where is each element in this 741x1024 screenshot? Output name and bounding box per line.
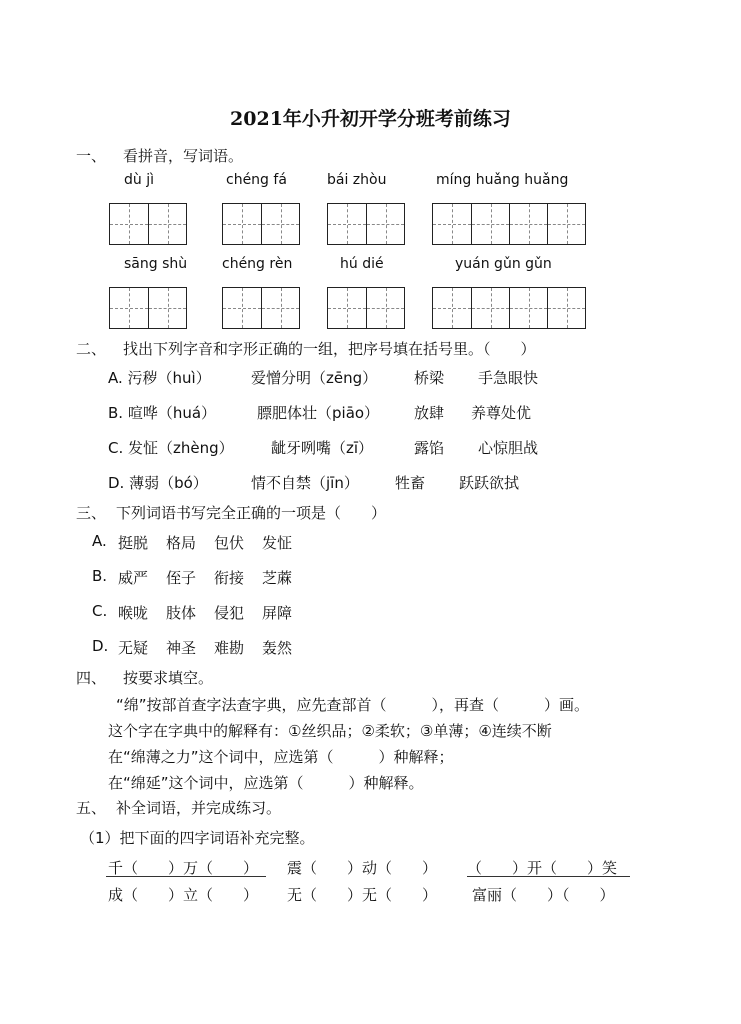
option-d-item1: D. 薄弱（bó） xyxy=(108,474,208,492)
choice-word: 威严 xyxy=(118,569,149,587)
option-c-item3: 露馅 xyxy=(414,439,445,457)
idiom-blank: 成（ ）立（ ） xyxy=(108,886,259,904)
choice-word: 神圣 xyxy=(166,639,197,657)
choice-letter: D. xyxy=(92,637,109,655)
section-1-instruction: 看拼音，写词语。 xyxy=(123,147,244,165)
option-b-item3: 放肆 xyxy=(414,404,445,422)
idiom-blank: 震（ ）动（ ） xyxy=(287,859,438,877)
choice-word: 喉咙 xyxy=(118,604,149,622)
writing-grid[interactable] xyxy=(432,203,586,245)
pinyin-label: dù jì xyxy=(124,172,154,188)
choice-word: 侄子 xyxy=(166,569,197,587)
underline xyxy=(106,876,266,877)
section-4-instruction: 按要求填空。 xyxy=(123,669,214,687)
section-4-number: 四、 xyxy=(76,669,107,687)
fill-line: 在“绵薄之力”这个词中，应选第（ ）种解释； xyxy=(108,748,454,766)
pinyin-label: yuán gǔn gǔn xyxy=(455,256,552,272)
writing-grid[interactable] xyxy=(327,203,405,245)
subquestion-label: （1）把下面的四字词语补充完整。 xyxy=(80,829,315,847)
choice-letter: C. xyxy=(92,602,108,620)
choice-word: 衔接 xyxy=(214,569,245,587)
writing-grid[interactable] xyxy=(327,287,405,329)
writing-grid[interactable] xyxy=(109,287,187,329)
writing-grid[interactable] xyxy=(222,287,300,329)
option-a-item2: 爱憎分明（zēng） xyxy=(251,369,378,387)
choice-word: 肢体 xyxy=(166,604,197,622)
option-c-item2: 龇牙咧嘴（zī） xyxy=(271,439,374,457)
section-3-number: 三、 xyxy=(76,504,107,522)
option-d-item4: 跃跃欲拭 xyxy=(459,474,520,492)
option-c-item4: 心惊胆战 xyxy=(478,439,539,457)
option-d-item2: 情不自禁（jīn） xyxy=(251,474,359,492)
writing-grid[interactable] xyxy=(432,287,586,329)
section-1-number: 一、 xyxy=(76,147,107,165)
pinyin-label: sāng shù xyxy=(124,256,188,272)
page-title: 2021年小升初开学分班考前练习 xyxy=(230,108,511,130)
section-2-number: 二、 xyxy=(76,340,107,358)
pinyin-label: chéng fá xyxy=(226,172,287,188)
idiom-blank: 千（ ）万（ ） xyxy=(108,859,259,877)
option-a-item1: A. 污秽（huì） xyxy=(108,369,211,387)
choice-word: 发怔 xyxy=(262,534,293,552)
choice-word: 屏障 xyxy=(262,604,293,622)
option-c-item1: C. 发怔（zhèng） xyxy=(108,439,234,457)
pinyin-label: míng huǎng huǎng xyxy=(436,172,569,188)
choice-word: 侵犯 xyxy=(214,604,245,622)
section-5-number: 五、 xyxy=(76,799,107,817)
fill-line: “绵”按部首查字法查字典，应先查部首（ ），再查（ ）画。 xyxy=(116,696,590,714)
underline xyxy=(467,876,630,877)
choice-word: 轰然 xyxy=(262,639,293,657)
option-b-item2: 膘肥体壮（piāo） xyxy=(257,404,380,422)
option-b-item1: B. 喧哗（huá） xyxy=(108,404,217,422)
choice-letter: A. xyxy=(92,532,107,550)
option-d-item3: 牲畜 xyxy=(395,474,426,492)
idiom-blank: 无（ ）无（ ） xyxy=(287,886,438,904)
choice-word: 难勘 xyxy=(214,639,245,657)
choice-word: 挺脱 xyxy=(118,534,149,552)
choice-letter: B. xyxy=(92,567,108,585)
choice-word: 无疑 xyxy=(118,639,149,657)
option-a-item3: 桥梁 xyxy=(414,369,445,387)
writing-grid[interactable] xyxy=(222,203,300,245)
fill-line: 在“绵延”这个词中，应选第（ ）种解释。 xyxy=(108,774,424,792)
option-a-item4: 手急眼快 xyxy=(478,369,539,387)
pinyin-label: hú dié xyxy=(340,256,384,272)
pinyin-label: bái zhòu xyxy=(327,172,387,188)
section-2-instruction: 找出下列字音和字形正确的一组，把序号填在括号里。（ ） xyxy=(123,340,536,358)
idiom-blank: 富丽（ ）（ ） xyxy=(472,886,615,904)
choice-word: 芝蔴 xyxy=(262,569,293,587)
writing-grid[interactable] xyxy=(109,203,187,245)
choice-word: 格局 xyxy=(166,534,197,552)
choice-word: 包伏 xyxy=(214,534,245,552)
fill-line: 这个字在字典中的解释有：①丝织品；②柔软；③单薄；④连续不断 xyxy=(108,722,552,740)
idiom-blank: （ ）开（ ）笑 xyxy=(467,859,618,877)
section-3-instruction: 下列词语书写完全正确的一项是（ ） xyxy=(116,504,387,522)
section-5-instruction: 补全词语，并完成练习。 xyxy=(116,799,282,817)
option-b-item4: 养尊处优 xyxy=(471,404,532,422)
pinyin-label: chéng rèn xyxy=(222,256,293,272)
